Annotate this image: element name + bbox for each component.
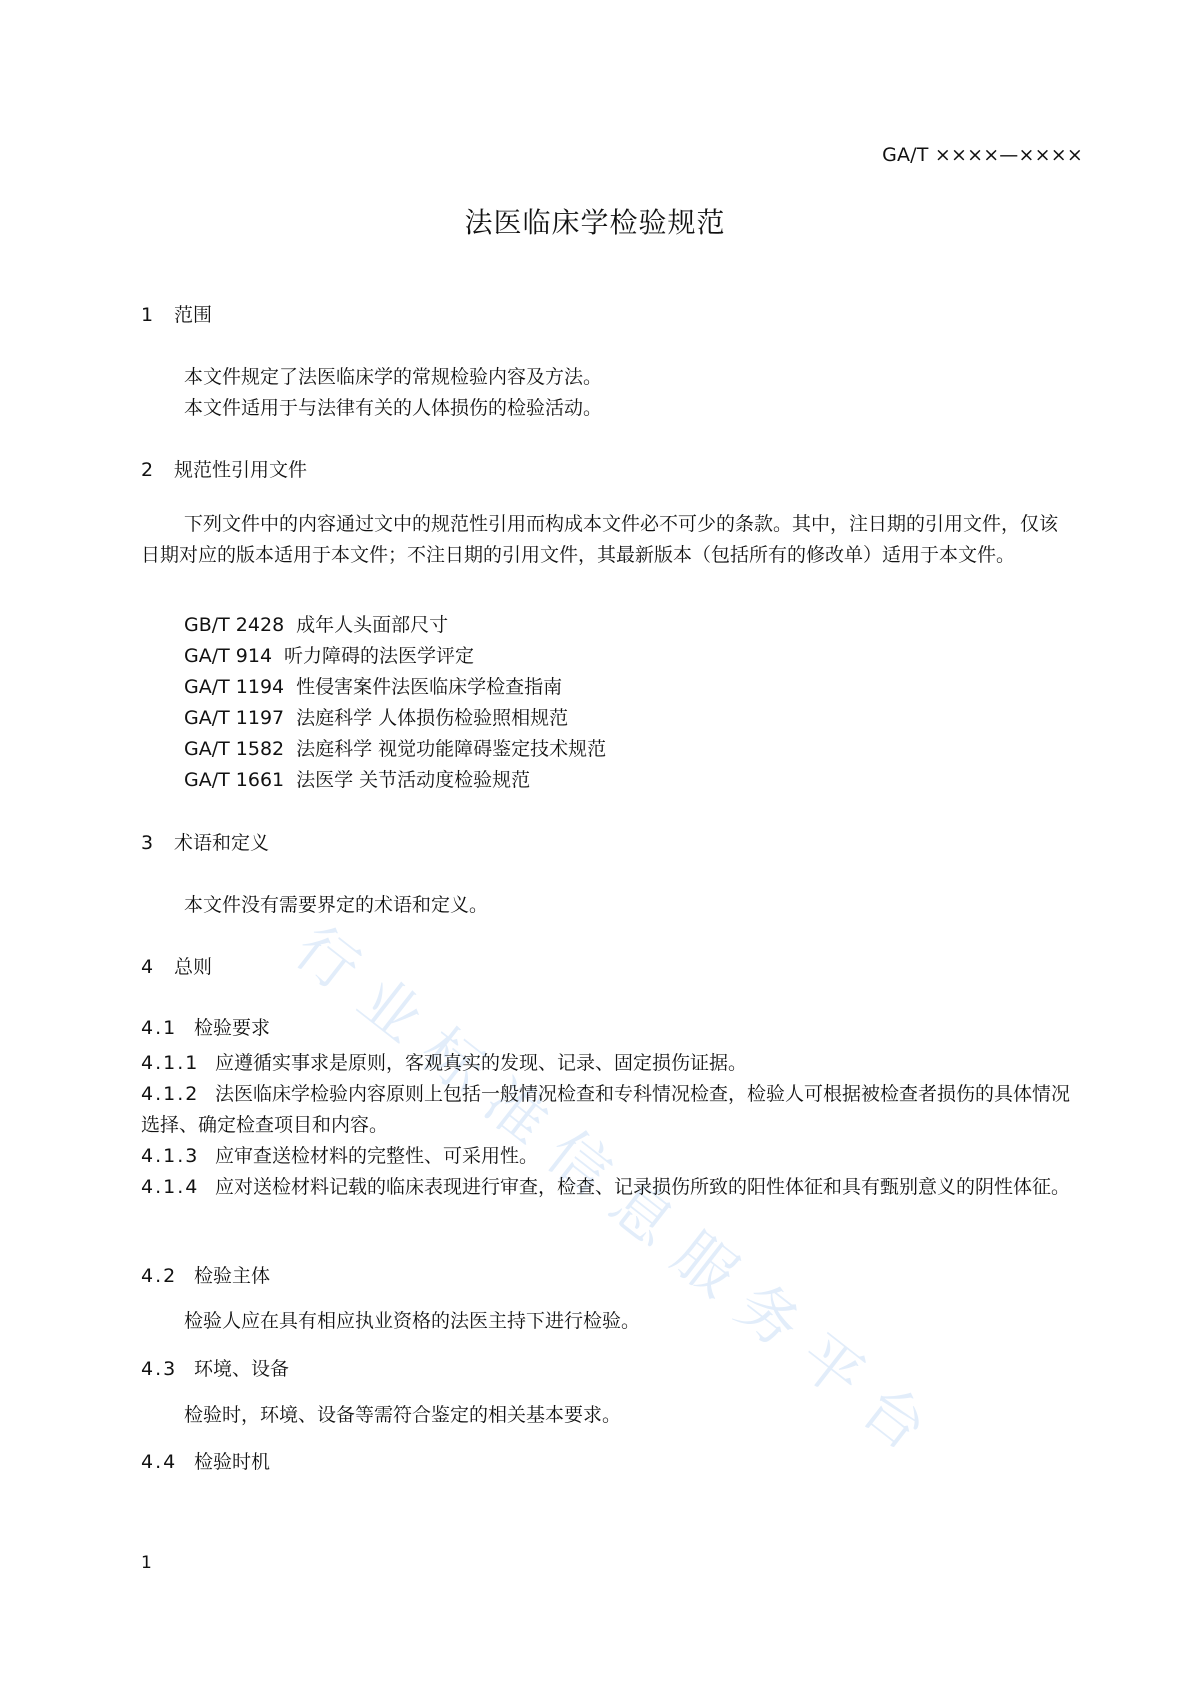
reference-code: GA/T 1197 [184, 707, 285, 729]
clause-4-1-3 [141, 1141, 1074, 1172]
reference-code: GA/T 1582 [184, 738, 285, 760]
reference-item [184, 610, 448, 637]
watermark-char: 平 [785, 1320, 877, 1413]
reference-title: 听力障碍的法医学评定 [284, 645, 475, 667]
clause-number: 4.1.3 [141, 1145, 200, 1167]
clause-number: 4.1.1 [141, 1052, 200, 1074]
subsection-heading-environment-equipment [141, 1354, 289, 1381]
document-code: GA/T ××××—×××× [882, 144, 1083, 166]
document-title: 法医临床学检验规范 [464, 206, 726, 239]
clause-number: 4.1.2 [141, 1083, 200, 1105]
watermark-char: 息 [596, 1167, 688, 1260]
subsection-number: 4.4 [141, 1451, 178, 1473]
references-intro-text: 下列文件中的内容通过文中的规范性引用而构成本文件必不可少的条款。其中，注日期的引用文件，仅该日期对应的版本适用于本文件；不注日期的引用文件，其最新版本（包括所有的修改单）适用于本文件。 [141, 513, 1059, 566]
clause-4-1-1 [141, 1048, 1074, 1079]
section-title: 术语和定义 [174, 832, 270, 854]
section-title: 范围 [174, 304, 213, 326]
clause-text: 法医临床学检验内容原则上包括一般情况检查和专科情况检查，检验人可根据被检查者损伤的具体情况选择、确定检查项目和内容。 [141, 1083, 1071, 1136]
clause-number: 4.1.4 [141, 1176, 200, 1198]
section-heading-normative-references [141, 455, 307, 482]
reference-title: 法医学 关节活动度检验规范 [296, 769, 531, 791]
section-heading-general [141, 952, 212, 979]
watermark-char: 行 [281, 912, 373, 1005]
section-title: 规范性引用文件 [174, 459, 308, 481]
watermark-char: 台 [848, 1371, 940, 1464]
page-number: 1 [141, 1553, 152, 1573]
reference-title: 法庭科学 人体损伤检验照相规范 [296, 707, 569, 729]
subsection-heading-inspection-timing [141, 1447, 270, 1474]
section-number: 1 [141, 304, 154, 326]
watermark-char: 准 [470, 1065, 562, 1158]
clause-text: 应对送检材料记载的临床表现进行审查，检查、记录损伤所致的阳性体征和具有甄别意义的阴性体征。 [215, 1176, 1071, 1198]
section-number: 3 [141, 832, 154, 854]
watermark-char: 务 [722, 1269, 814, 1362]
subsection-number: 4.3 [141, 1358, 178, 1380]
subsection-title: 检验时机 [194, 1451, 271, 1473]
reference-item [184, 641, 474, 668]
watermark-char: 信 [533, 1116, 625, 1209]
clause-text: 应遵循实事求是原则，客观真实的发现、记录、固定损伤证据。 [215, 1052, 748, 1074]
clause-4-1-4 [141, 1172, 1074, 1203]
terms-paragraph: 本文件没有需要界定的术语和定义。 [184, 894, 489, 916]
scope-paragraph: 本文件规定了法医临床学的常规检验内容及方法。 [184, 366, 603, 388]
reference-code: GB/T 2428 [184, 614, 285, 636]
reference-title: 法庭科学 视觉功能障碍鉴定技术规范 [296, 738, 607, 760]
reference-item [184, 765, 530, 792]
section-title: 总则 [174, 956, 213, 978]
subsection-number: 4.2 [141, 1265, 178, 1287]
reference-title: 性侵害案件法医临床学检查指南 [296, 676, 563, 698]
scope-paragraph: 本文件适用于与法律有关的人体损伤的检验活动。 [184, 397, 603, 419]
clause-text: 应审查送检材料的完整性、可采用性。 [215, 1145, 539, 1167]
subsection-paragraph: 检验人应在具有相应执业资格的法医主持下进行检验。 [184, 1310, 641, 1332]
reference-item [184, 672, 562, 699]
section-number: 2 [141, 459, 154, 481]
reference-code: GA/T 914 [184, 645, 273, 667]
subsection-title: 环境、设备 [194, 1358, 290, 1380]
reference-item [184, 734, 606, 761]
watermark-char: 标 [407, 1014, 499, 1107]
subsection-title: 检验要求 [194, 1017, 271, 1039]
subsection-heading-inspection-subject [141, 1261, 270, 1288]
reference-code: GA/T 1194 [184, 676, 285, 698]
watermark-char: 业 [344, 963, 436, 1056]
subsection-title: 检验主体 [194, 1265, 271, 1287]
reference-code: GA/T 1661 [184, 769, 285, 791]
section-heading-scope [141, 300, 212, 327]
section-number: 4 [141, 956, 154, 978]
subsection-paragraph: 检验时，环境、设备等需符合鉴定的相关基本要求。 [184, 1404, 622, 1426]
section-heading-terms [141, 828, 269, 855]
subsection-number: 4.1 [141, 1017, 178, 1039]
watermark-char: 服 [659, 1218, 751, 1311]
subsection-heading-inspection-requirements [141, 1013, 270, 1040]
reference-item [184, 703, 568, 730]
clause-4-1-2 [141, 1079, 1074, 1141]
reference-title: 成年人头面部尺寸 [296, 614, 449, 636]
references-intro [141, 509, 1074, 571]
